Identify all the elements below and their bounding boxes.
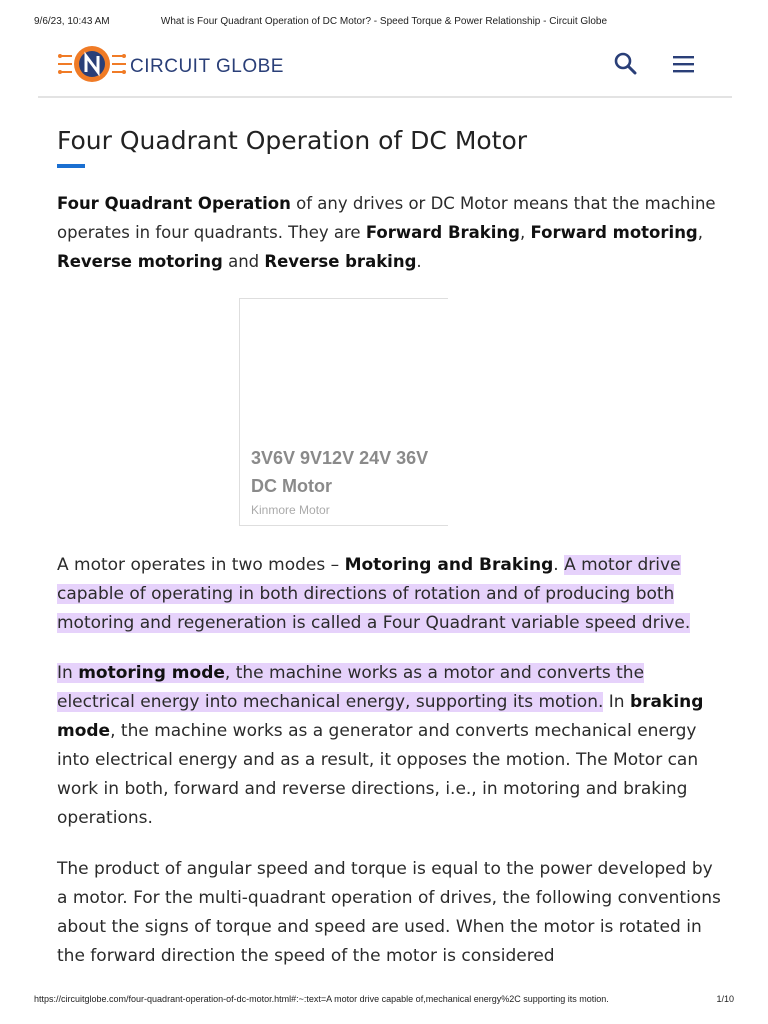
term-forward-motoring: Forward motoring <box>530 223 698 242</box>
term-motoring-and-braking: Motoring and Braking <box>344 555 554 575</box>
body-text: , the machine works as a generator and converts mechanical energy into electrical energy and as a result, it opposes the motion. The Motor can work in both, forward and reverse directions, i.e., in motoring and braking operations. <box>57 721 699 828</box>
ad-title-line1: 3V6V 9V12V 24V 36V <box>251 448 429 468</box>
term-four-quadrant-operation: Four Quadrant Operation <box>57 194 291 213</box>
motoring-braking-paragraph <box>57 659 727 833</box>
intro-sep: , <box>520 223 531 242</box>
speed-torque-paragraph: The product of angular speed and torque is equal to the power developed by a motor. For the multi-quadrant operation of drives, the following conventions about the signs of torque and speed are used. When the motor is rotated in the forward direction the speed of the motor is considered <box>57 859 721 966</box>
menu-button[interactable] <box>670 52 698 76</box>
modes-paragraph <box>57 551 727 638</box>
intro-and: and <box>222 252 265 271</box>
site-logo[interactable] <box>58 44 288 84</box>
intro-period: . <box>416 252 422 271</box>
modes-text: A motor operates in two modes – <box>57 555 345 575</box>
print-page-number: 1/10 <box>716 994 734 1004</box>
circuit-globe-logo-icon <box>58 44 128 84</box>
advertisement-card[interactable] <box>239 298 448 526</box>
highlighted-text: A motor drive capable of operating in both directions of rotation and of producing both motoring and regeneration is called a Four Quadrant variable speed drive. <box>57 555 691 633</box>
ad-title-line2: DC Motor <box>251 476 332 496</box>
print-footer <box>0 994 768 1008</box>
term-forward-braking: Forward Braking <box>365 223 520 242</box>
search-button[interactable] <box>612 50 640 78</box>
hl-text: , the machine works as a motor and converts the electrical energy into mechanical energy, supporting its motion. <box>57 663 645 712</box>
title-accent-bar <box>57 164 85 168</box>
print-page-title: What is Four Quadrant Operation of DC Motor? - Speed Torque & Power Relationship - Circuit Globe <box>160 16 608 27</box>
term-reverse-motoring: Reverse motoring <box>57 252 223 271</box>
intro-sep: , <box>697 223 703 242</box>
ad-title <box>251 444 448 500</box>
term-motoring-mode: motoring mode <box>78 663 225 683</box>
intro-text: of any drives or DC Motor means that the machine operates in four quadrants. They are <box>57 194 716 242</box>
article-title: Four Quadrant Operation of DC Motor <box>57 126 528 155</box>
intro-paragraph <box>57 189 727 276</box>
hamburger-menu-icon <box>670 52 698 76</box>
search-icon <box>612 50 640 78</box>
modes-sep: . <box>553 555 565 575</box>
print-url: https://circuitglobe.com/four-quadrant-operation-of-dc-motor.html#:~:text=A motor drive capable of,mechanical energy%2C supporting its motion. <box>34 994 609 1004</box>
print-header <box>0 16 768 30</box>
term-braking-mode: braking mode <box>57 692 704 741</box>
term-reverse-braking: Reverse braking <box>264 252 417 271</box>
hl-text: In <box>57 663 79 683</box>
site-header <box>38 38 732 98</box>
article <box>57 118 721 966</box>
site-logo-text: CIRCUIT GLOBE <box>130 56 284 77</box>
print-datetime: 9/6/23, 10:43 AM <box>34 16 110 27</box>
highlighted-text <box>57 663 644 712</box>
body-text: In <box>603 692 630 712</box>
ad-source: Kinmore Motor <box>251 503 330 517</box>
